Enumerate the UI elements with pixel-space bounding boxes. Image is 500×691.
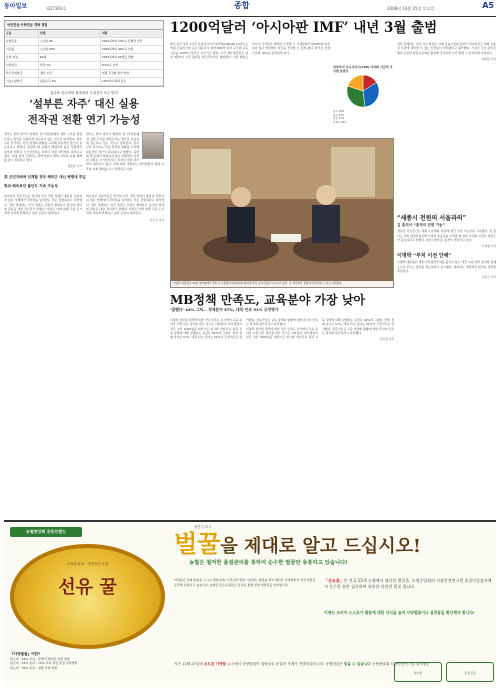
table-cell: 8.5%로 인상 bbox=[102, 63, 119, 68]
article-body: 이명박 대통령은 세종시에 행정부처를 옮기지 않는 대신 교육 과학 중심의 경제도시로 만드는 방안을 검토하라고 지시했다. 청와대는 연말까지 대안을 마련할 예정이다. bbox=[397, 260, 496, 273]
sidebar-subhead: 김 총리서 “총정리 전면 가능” bbox=[397, 223, 445, 227]
table-row bbox=[5, 62, 163, 70]
brand-subtitle: 농협중앙회 · 양봉협동조합 bbox=[66, 562, 109, 566]
ad-footer-text: 뉴스에서 사양벌꿀이 설탕꿀로 둔갑한 사례가 적발되었습니다. 농협벌꿀은 bbox=[226, 662, 344, 666]
article-byline: 신치영 기자 bbox=[379, 337, 394, 342]
article-body: 이명박 정부의 정책에 대한 국민 만족도 조사에서 교육 분야가 가장 낮은 평가를 받은 것으로 나타났다. 한국갤럽이 전국 성인 1000명을 대상으로 실시한 여론조사 결과 교육 정책에 대해 잘했다는 응답은 44%에 그쳤다. 반면 경제 분야는 57%, 대북·안보 분야는 51%가 긍정적으로 평가했다. 전문가들은 교육 정책의 방향에 대한 혼선이 만족도 하락의 원인이라고 분석했다. bbox=[246, 318, 394, 340]
ad-title-rest: 을 제대로 알고 드십시오! bbox=[220, 536, 421, 557]
reform-table bbox=[4, 20, 164, 87]
table-cell: 소득의 9% bbox=[39, 38, 101, 45]
news-photo bbox=[170, 138, 394, 288]
table-cell: 2012년까지 13%로 단계적 인상 bbox=[102, 39, 143, 44]
ad-brand-mention: 「선유꿀」 bbox=[324, 578, 344, 583]
table-cell: 재정 건전화 방안 마련 bbox=[102, 71, 129, 76]
article-body: 한국 중국 일본 3국과 동남아시아국가연합(ASEAN) 10개국은 역내 금융위기에 공동 대응하기 위한 800억 달러 규모의 공동기금을 1200억 달러로 늘리기로 했다. 각국 재무장관들은 내년 3월까지 기금 출범을 마무리하기로 합의했다. 이번 합의로 아시아 국가들은 외환위기 발생 시 국제통화기금(IMF)에 의존하지 않고 역내에서 자금을 조달할 수 있게 됐다. 한국은 전체 기금의 16%를 분담하게 된다. bbox=[170, 42, 330, 59]
sidebar-headline: “세종시 전원의 서울과의” bbox=[397, 215, 467, 222]
table-row bbox=[5, 54, 163, 62]
ad-topline: 원산지 표시 bbox=[194, 525, 212, 529]
article-body: 정운찬 국무총리는 세종시 문제와 관련해 원안 수정 가능성을 시사했다. 정 총리는 국회 대정부질문에서 행정 효율성을 고려할 때 일부 부처의 이전은 재검토가 필요하다고 말했다. 여당 내에서도 의견이 엇갈리고 있다. bbox=[397, 229, 496, 242]
issue-number: 제27303호 bbox=[46, 6, 67, 11]
article-body: 이명박 정부의 정책에 대한 국민 만족도 조사에서 교육 분야가 가장 낮은 평가를 받은 것으로 나타났다. 한국갤럽이 전국 성인 1000명을 대상으로 실시한 여론조사 결과 교육 정책에 대해 잘했다는 응답은 44%에 그쳤다. 반면 경제 분야는 57%, 대북·안보 분야는 51%가 긍정적으로 평가했다. 전문가들은 교육 정책의 방향에 대한 혼선이 만족도 하락의 원인이라고 분석했다. bbox=[170, 318, 318, 340]
ad-info-line: 탄소비 : 75% 이상 - 설탕 사양 벌꿀 bbox=[10, 665, 58, 670]
main-article bbox=[170, 42, 330, 59]
article-subhead: 방위·해외보안 불안도 지속 가능성 bbox=[4, 184, 58, 189]
ad-info-line: 탄소비 : 15% 초과 - 75% 이하 설탕 혼입 사양벌꿀 bbox=[10, 661, 78, 666]
table-header-row bbox=[5, 30, 163, 38]
main-headline: 1200억달러 ‘아시아판 IMF’ 내년 3월 출범 bbox=[170, 20, 438, 36]
table-cell: 2028년까지 40%로 인하 bbox=[102, 47, 134, 52]
chart-legend-item: 중국 32% bbox=[333, 113, 345, 117]
table-cell: 소득의 60% bbox=[39, 46, 101, 53]
ad-info bbox=[10, 652, 170, 670]
table-row bbox=[5, 38, 163, 46]
table-cell: 정부 보전 bbox=[39, 70, 101, 77]
ad-title-accent: 벌꿀 bbox=[174, 529, 221, 558]
photo-caption: 이명박 대통령이 24일 청와대에서 열린 국가경쟁력강화위원회 회의에 앞서 참석자들과 악수하고 있다. 이 자리에서 경제 현안에 대한 논의가 이뤄졌다. bbox=[171, 281, 393, 287]
nh-logo: 농협중앙회 공동브랜드 bbox=[10, 527, 82, 537]
article-body: 외교안보 전문가들은 한국의 자주 국방 역량이 충분히 갖춰지지 않은 상태에서 전작권을 넘겨받는 것은 위험하다고 지적했다. 정부 관계자는 미국 측과도 긴밀히 협의하고 있으며 연내에 결론을 내릴 것이라고 말했다. 야당은 이에 대해 주권 포기라며 강하게 반발하고 있어 논란이 예상된다. bbox=[86, 194, 164, 216]
table-row bbox=[5, 78, 163, 86]
masthead bbox=[4, 3, 496, 17]
main-article-continued bbox=[397, 42, 496, 61]
table-cell: 부담 7% bbox=[39, 62, 101, 69]
table-cell: 평균소득 5% bbox=[39, 78, 101, 85]
article-byline: 이재명 기자 bbox=[481, 244, 496, 249]
ad-footer-text: 지난 11월 27일에 bbox=[174, 662, 204, 666]
ad-footer-hot: 보도된 가짜꿀 bbox=[203, 662, 227, 666]
table-cell: 사학연금 bbox=[5, 62, 39, 69]
article-body: 외교안보 전문가들은 한국의 자주 국방 역량이 충분히 갖춰지지 않은 상태에서 전작권을 넘겨받는 것은 위험하다고 지적했다. 정부 관계자는 미국 측과도 긴밀히 협의하고 있으며 연내에 결론을 내릴 것이라고 말했다. 야당은 이에 대해 주권 포기라며 강하게 반발하고 있어 논란이 예상된다. bbox=[4, 194, 82, 216]
article-headline-line1: ‘설부른 자주’ 대신 실용 bbox=[29, 98, 139, 111]
certification-badge: 품질인증 bbox=[446, 662, 494, 682]
table-row bbox=[5, 46, 163, 54]
article-subhead: ‘잘했다’ 44% 그쳐… 경제분야 57%, 대북·안보 51% 긍정평가 bbox=[170, 307, 279, 312]
chart-title: 치앙마이 이니셔티브(CMI) 다자화 기금의 국가별 분담금 bbox=[333, 65, 393, 73]
table-cell: 2033년까지 65세로 상향 bbox=[102, 55, 134, 60]
table-cell: 60세 bbox=[39, 54, 101, 61]
ad-info-line: 탄소비 : 15% 이하 - 꽃에서 채집한 천연 벌꿀 bbox=[10, 656, 70, 661]
table-cell: 10%까지 확대 검토 bbox=[102, 79, 127, 84]
article-column bbox=[4, 132, 82, 171]
page-number: A5 bbox=[482, 1, 494, 10]
article-byline: 정용관 기자 bbox=[67, 164, 82, 169]
table-cell: 특수직역연금 bbox=[5, 70, 39, 77]
ad-title bbox=[174, 529, 421, 559]
ad-mid-text: 여러분은 진짜 벌꿀을 드시고 계십니까? 우리나라 벌꿀 시장에는 설탕을 먹여 생산한 사양벌꿀이 천연 벌꿀로 둔갑해 유통되고 있습니다. 농협은 탄소동위원소 분석을 통해 천연 벌꿀만을 엄선합니다. bbox=[174, 578, 316, 587]
article-headline-line2: 전작권 전환 연기 가능성 bbox=[27, 114, 141, 127]
ad-right-body: 은 전국 15개 농협에서 생산한 벌꿀을, 농협중앙회의 식품안전연구원 품질인증검사에서 순수한 꿀만 검사하여 유통한 안전한 벌꿀 입니다. bbox=[324, 578, 492, 589]
honey-advertisement bbox=[4, 520, 496, 687]
article-body-columns bbox=[170, 318, 394, 341]
ad-right-text bbox=[324, 578, 494, 590]
chart-legend-item: 아세안 20% bbox=[333, 120, 347, 124]
ad-badges bbox=[394, 662, 494, 682]
article-column bbox=[86, 132, 164, 171]
ad-note: 이제는 소비자 스스로가 벌꿀에 대한 상식을 높여 사양벌꿀이나 설탕꿀을 확인해야 합니다! bbox=[324, 610, 475, 615]
sidebar-headline: 이명박 “부처 이전 안해” bbox=[397, 253, 452, 260]
brand-name: 선유 꿀 bbox=[58, 577, 117, 598]
article-body-columns bbox=[4, 194, 164, 222]
table-cell: 수령 연령 bbox=[5, 54, 39, 61]
article-body: 정부는 한미 양국이 합의한 전시작전통제권 전환 시기를 재검토하는 방안을 신중하게 검토하고 있는 것으로 알려졌다. 정부 고위 당국자는 안보 환경의 변화를 고려해 실용적인 접근이 필요하다고 밝혔다. 북한의 핵 문제가 해결되지 않은 상황에서 전작권 전환은 시기상조라는 지적이 여권 내부에서 제기되고 있다. 이에 따라 국방부는 한미연합사 해체 이후의 지휘 체계를 다시 점검하고 있다. bbox=[86, 132, 164, 171]
article-body: 정부는 한미 양국이 합의한 전시작전통제권 전환 시기를 재검토하는 방안을 신중하게 검토하고 있는 것으로 알려졌다. 정부 고위 당국자는 안보 환경의 변화를 고려해 실용적인 접근이 필요하다고 밝혔다. 북한의 핵 문제가 해결되지 않은 상황에서 전작권 전환은 시기상조라는 지적이 여권 내부에서 제기되고 있다. 이에 따라 국방부는 한미연합사 해체 이후의 지휘 체계를 다시 점검하고 있다. bbox=[4, 132, 82, 163]
ad-footer-text: 농협중앙회 식품안전연구원 검사필증 bbox=[370, 662, 430, 666]
chart-legend-item: 한국 16% bbox=[333, 110, 345, 114]
ad-slogan: 농협은 철저한 품질관리를 통하여 순수한 벌꿀만 유통하고 있습니다! bbox=[189, 560, 348, 566]
article-subhead: 美 군민지배에 인계할 정부 해외군 대신 해병대 투입 bbox=[4, 175, 86, 180]
sidebar-articles bbox=[397, 215, 496, 279]
chart-legend-item: 일본 32% bbox=[333, 117, 345, 121]
section-title: 종합 bbox=[234, 1, 250, 10]
table-cell: 기초노령연금 bbox=[5, 78, 39, 85]
table-title: 국민연금·사학연금 개혁 쟁점 bbox=[5, 21, 163, 30]
article-byline: 조수진 기자 bbox=[149, 217, 164, 222]
article-byline: 하태원 기자 bbox=[481, 56, 496, 61]
table-header-cell: 개편 bbox=[102, 31, 108, 36]
certification-badge: 천연꿀 bbox=[394, 662, 442, 682]
ad-info-title: 『사양벌꿀』이란? bbox=[10, 652, 41, 656]
table-row bbox=[5, 70, 163, 78]
photo-image bbox=[171, 139, 394, 288]
table-header-cell: 현행 bbox=[39, 30, 101, 37]
article-byline: 조동진 기자 bbox=[481, 275, 496, 280]
table-cell: 지급률 bbox=[5, 46, 39, 53]
paper-name: 동아일보 bbox=[4, 3, 28, 10]
article-column bbox=[86, 194, 164, 222]
honey-jar-image bbox=[10, 544, 165, 649]
issue-date: 2008년 10월 25일 토요일 bbox=[387, 6, 435, 11]
left-column bbox=[4, 20, 164, 222]
article-headline: MB정책 만족도, 교육분야 가장 낮아 bbox=[170, 293, 366, 307]
portrait-photo bbox=[142, 132, 164, 159]
pie-chart-svg bbox=[333, 73, 393, 109]
article-kicker: 홍준표 한나라당 원내대표 국정감사 모두 발언 bbox=[50, 91, 118, 96]
table-header-cell: 구분 bbox=[5, 30, 39, 37]
article-column bbox=[4, 194, 82, 222]
article-body: 정부 관계자는 이번 기금 확대로 국제 금융시장의 불안이 커지더라도 외화 유동성 부족에 대비할 수 있는 안전판이 마련됐다고 평가했다. 기금은 각국 중앙은행이 보유한 외환보유액을 활용해 조성되며 위기 발생 시 신속하게 지원된다. bbox=[397, 42, 496, 55]
table-cell: 보험료율 bbox=[5, 38, 39, 45]
article-body-columns bbox=[4, 132, 164, 171]
ad-footer-green: 믿을 수 있습니다 bbox=[343, 662, 371, 666]
pie-chart bbox=[333, 65, 393, 137]
